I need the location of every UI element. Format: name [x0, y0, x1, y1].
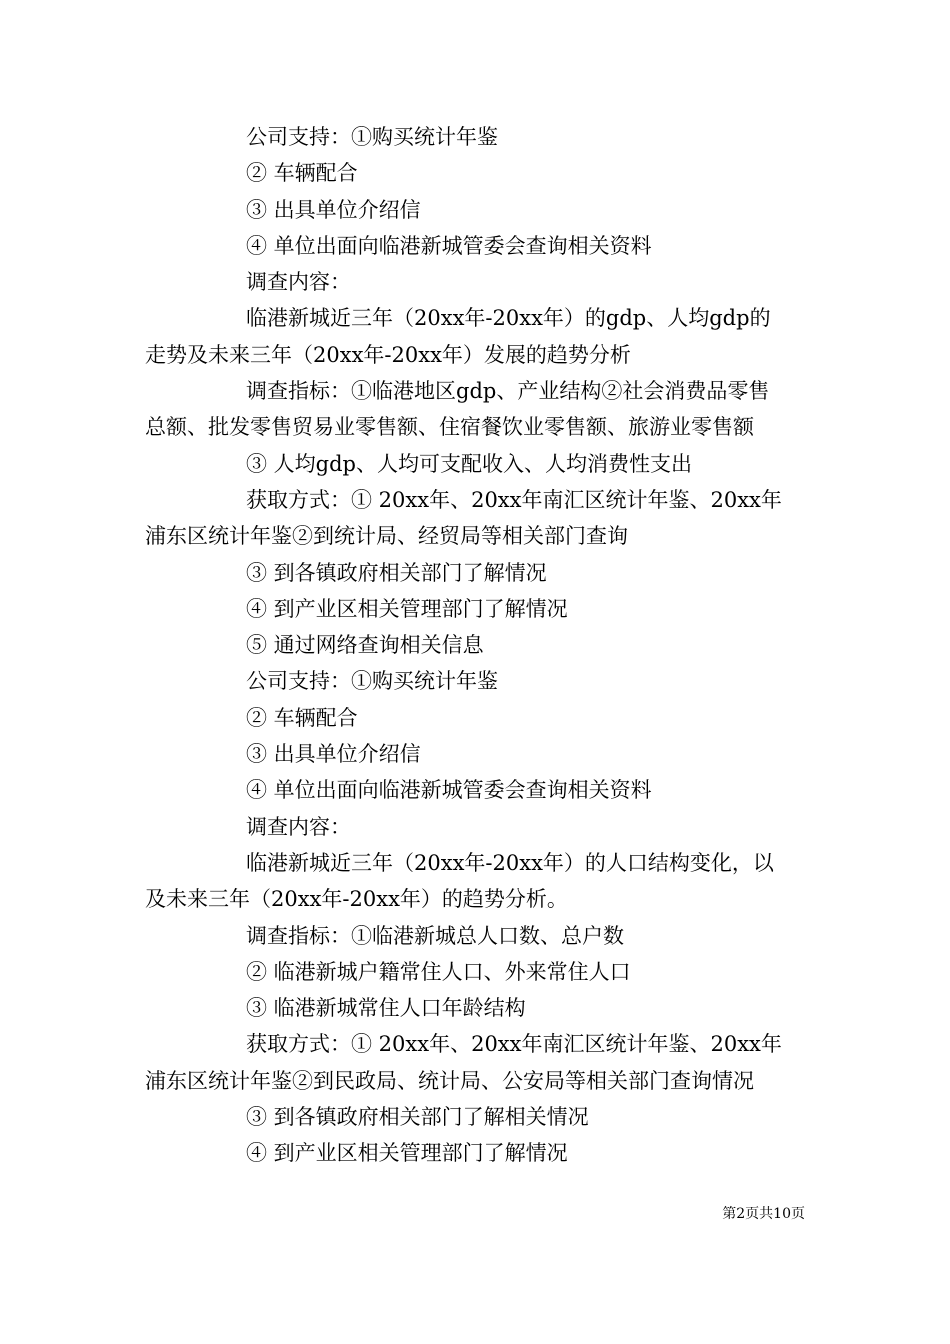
- text-line: 调查内容：: [246, 270, 351, 295]
- text-line: ④ 到产业区相关管理部门了解情况: [246, 596, 568, 621]
- text-line: ④ 到产业区相关管理部门了解情况: [246, 1141, 568, 1166]
- text-line: 调查指标：①临港地区gdp、产业结构②社会消费品零售: [246, 379, 770, 404]
- text-line: 及未来三年（20xx年-20xx年）的趋势分析。: [145, 887, 568, 912]
- text-line: 获取方式：① 20xx年、20xx年南汇区统计年鉴、20xx年: [246, 487, 782, 512]
- text-line: ② 车辆配合: [246, 705, 358, 730]
- text-line: 公司支持：①购买统计年鉴: [246, 669, 498, 694]
- text-line: 临港新城近三年（20xx年-20xx年）的gdp、人均gdp的: [246, 306, 771, 331]
- text-line: 浦东区统计年鉴②到统计局、经贸局等相关部门查询: [145, 524, 628, 549]
- text-line: 公司支持：①购买统计年鉴: [246, 125, 498, 149]
- text-line: 调查指标：①临港新城总人口数、总户数: [246, 923, 624, 948]
- text-line: ④ 单位出面向临港新城管委会查询相关资料: [246, 233, 652, 258]
- document-body: [145, 119, 810, 1172]
- text-line: 调查内容：: [246, 814, 351, 839]
- text-line: 临港新城近三年（20xx年-20xx年）的人口结构变化，以: [246, 850, 774, 875]
- text-line: ③ 出具单位介绍信: [246, 197, 421, 222]
- text-line: ③ 临港新城常住人口年龄结构: [246, 996, 526, 1021]
- text-line: ② 车辆配合: [246, 161, 358, 186]
- text-line: 获取方式：① 20xx年、20xx年南汇区统计年鉴、20xx年: [246, 1032, 782, 1057]
- text-line: ② 临港新城户籍常住人口、外来常住人口: [246, 959, 631, 984]
- text-line: 浦东区统计年鉴②到民政局、统计局、公安局等相关部门查询情况: [145, 1068, 754, 1093]
- text-line: ③ 出具单位介绍信: [246, 742, 421, 767]
- text-line: 走势及未来三年（20xx年-20xx年）发展的趋势分析: [145, 342, 631, 367]
- text-line: ③ 人均gdp、人均可支配收入、人均消费性支出: [246, 451, 693, 476]
- text-line: ③ 到各镇政府相关部门了解相关情况: [246, 1105, 589, 1130]
- text-line: ⑤ 通过网络查询相关信息: [246, 633, 484, 658]
- page-number-footer: 第2页共10页: [722, 1206, 805, 1222]
- text-line: 总额、批发零售贸易业零售额、住宿餐饮业零售额、旅游业零售额: [145, 415, 754, 440]
- text-line: ④ 单位出面向临港新城管委会查询相关资料: [246, 778, 652, 803]
- text-line: ③ 到各镇政府相关部门了解情况: [246, 560, 547, 585]
